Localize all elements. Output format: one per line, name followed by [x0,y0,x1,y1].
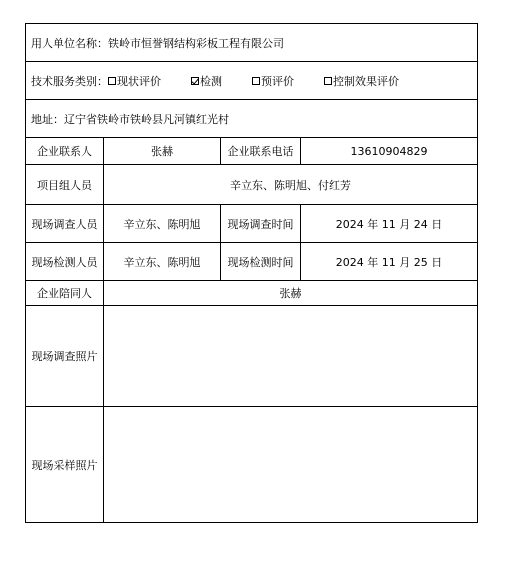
sampling-photos-row [26,407,477,523]
option-status-evaluation[interactable]: 现状评价 [108,73,161,89]
employer-row [26,24,477,62]
escort-label: 企业陪同人 [26,281,104,305]
option-control-effect-evaluation[interactable]: 控制效果评价 [324,73,399,89]
detection-people: 辛立东、陈明旭 [104,243,221,280]
contact-phone: 13610904829 [350,144,428,158]
survey-time: 2024 年 11 月 24 日 [335,217,443,231]
contact-row [26,138,477,165]
survey-photos-label: 现场调查照片 [26,306,104,406]
address-value: 辽宁省铁岭市铁岭县凡河镇红光村 [64,112,229,126]
employer-label: 用人单位名称： [31,36,108,50]
checkbox-checked-icon[interactable] [191,77,199,85]
option-pre-evaluation[interactable]: 预评价 [252,73,294,89]
checkbox-unchecked-icon[interactable] [108,77,116,85]
sampling-photos-area [104,407,477,523]
contact-label: 企业联系人 [26,138,104,164]
team-row [26,165,477,205]
address-row [26,100,477,138]
survey-people-label: 现场调查人员 [26,205,104,242]
checkbox-unchecked-icon[interactable] [252,77,260,85]
survey-photos-area [104,306,477,406]
detection-time: 2024 年 11 月 25 日 [335,255,443,269]
checkbox-unchecked-icon[interactable] [324,77,332,85]
employer-name: 铁岭市恒誉钢结构彩板工程有限公司 [108,36,284,50]
detection-row [26,243,477,281]
detection-people-label: 现场检测人员 [26,243,104,280]
contact-name: 张赫 [104,138,221,164]
survey-time-label: 现场调查时间 [221,205,301,242]
survey-people: 辛立东、陈明旭 [104,205,221,242]
team-members: 辛立东、陈明旭、付红芳 [230,178,351,192]
contact-phone-label: 企业联系电话 [221,138,301,164]
team-label: 项目组人员 [26,165,104,204]
service-type-cell [26,62,477,99]
employer-cell [26,24,477,61]
option-detection[interactable]: 检测 [191,73,222,89]
service-type-row [26,62,477,100]
detection-time-label: 现场检测时间 [221,243,301,280]
escort-row [26,281,477,306]
survey-record-table [25,23,478,523]
survey-row [26,205,477,243]
sampling-photos-label: 现场采样照片 [26,407,104,523]
escort-name: 张赫 [279,287,302,300]
address-label: 地址： [31,112,64,126]
address-cell [26,100,477,137]
service-type-label: 技术服务类别： [31,74,108,88]
survey-photos-row [26,306,477,407]
